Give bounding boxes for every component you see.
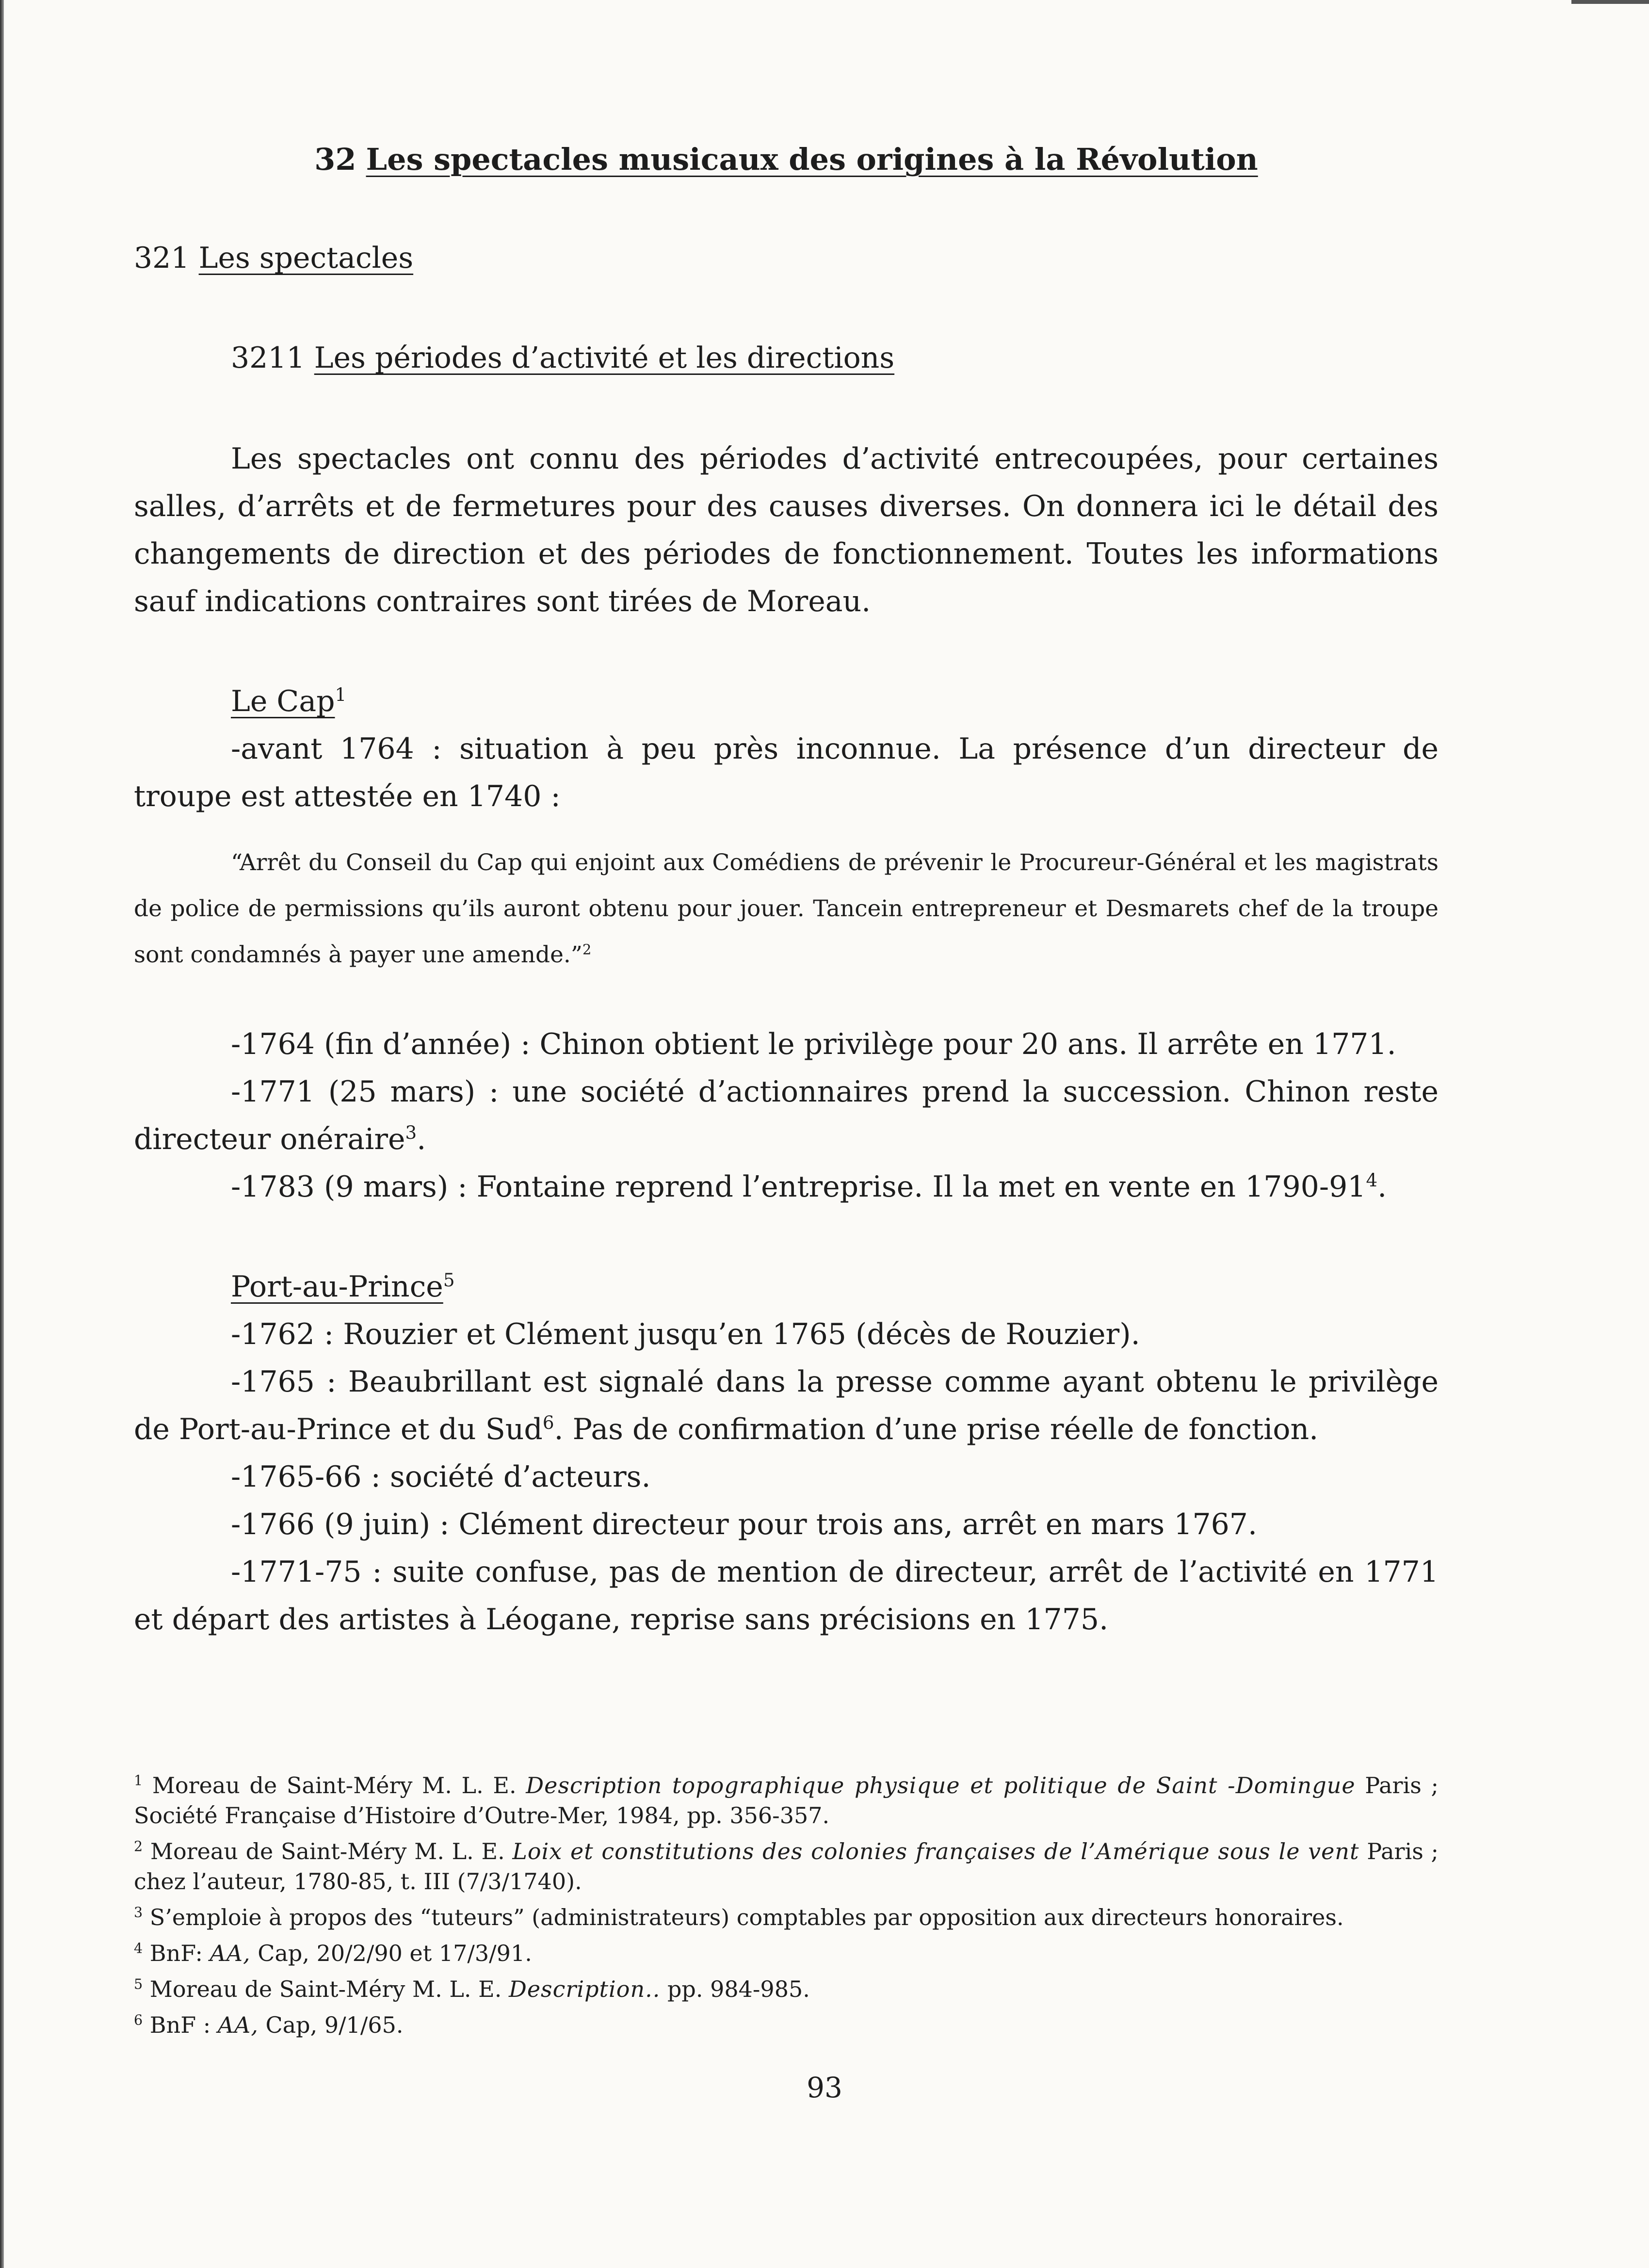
le-cap-heading-text: Le Cap <box>231 684 335 718</box>
footnote-ref-5: 5 <box>443 1269 455 1291</box>
footnote-6-number: 6 <box>134 2012 143 2028</box>
pap-entry-1765-text: -1765 : Beaubrillant est signalé dans la presse comme ayant obtenu le privilège de Port-au-Prince et du Sud <box>134 1365 1439 1446</box>
footnote-1-work: Description topographique physique et politique de Saint -Domingue <box>526 1772 1356 1798</box>
footnote-2-number: 2 <box>134 1838 143 1855</box>
pap-entry-1765-66: -1765-66 : société d’acteurs. <box>231 1460 651 1494</box>
intro-paragraph: Les spectacles ont connu des périodes d’activité entrecoupées, pour certaines salles, d’arrêts et de fermetures pour des causes diverses. On donnera ici le détail des changements de direction et des périodes de fonctionnement. Toutes les informations sauf indications contraires sont tirées de Moreau. <box>134 442 1439 618</box>
footnote-6 <box>134 2010 1439 2040</box>
footnote-4-work: AA, <box>210 1940 251 1966</box>
cap-entry-1783: -1783 (9 mars) : Fontaine reprend l’entreprise. Il la met en vente en $1790-91^4$. <box>231 1169 1387 1204</box>
footnote-ref-4: 4 <box>1366 1169 1378 1191</box>
footnote-ref-6: 6 <box>542 1412 554 1433</box>
footnote-5 <box>134 1974 1439 2004</box>
pap-entry-1765-tail: . Pas de confirmation d’une prise réelle de fonction. <box>554 1412 1319 1446</box>
chapter-title-text: Les spectacles musicaux des origines à la Révolution <box>366 142 1258 177</box>
port-au-prince-heading <box>231 1263 1439 1311</box>
footnote-ref-3: 3 <box>405 1122 417 1143</box>
page-body <box>134 136 1439 1643</box>
pap-entry-1771-75: -1771-75 : suite confuse, pas de mention de directeur, arrêt de l’activité en 1771 et départ des artistes à Léogane, reprise sans précisions en 1775. <box>134 1555 1439 1636</box>
subsection-title: Les périodes d’activité et les directions <box>314 341 895 375</box>
footnote-1-number: 1 <box>134 1772 143 1789</box>
section-heading <box>134 234 1439 282</box>
footnote-ref-2: 2 <box>582 941 592 958</box>
subsection-number: 3211 <box>231 341 305 375</box>
block-quote-text: “Arrêt du Conseil du Cap qui enjoint aux Comédiens de prévenir le Procureur-Général et les magistrats de police de permissions qu’ils auront obtenu pour jouer. Tancein entrepreneur et Desmarets chef de la troupe sont condamnés à payer une amende.” <box>134 849 1439 968</box>
chapter-title <box>134 136 1439 183</box>
footnote-2-author: Moreau de Saint-Méry M. L. E. <box>150 1838 513 1864</box>
footnote-6-details: Cap, 9/1/65. <box>258 2012 404 2038</box>
footnote-6-source: BnF : <box>149 2012 218 2038</box>
cap-entry-1764: -1764 (fin d’année) : Chinon obtient le privilège pour 20 ans. Il arrête en 1771. <box>231 1027 1396 1061</box>
footnote-3-text: S’emploie à propos des “tuteurs” (administrateurs) comptables par opposition aux directeurs honoraires. <box>149 1904 1344 1930</box>
scan-top-edge <box>1571 0 1649 4</box>
footnote-3 <box>134 1902 1439 1932</box>
footnote-2-details: Paris ; chez l’auteur, 1780-85, t. III (7/3/1740). <box>134 1838 1439 1895</box>
footnote-5-work: Description.. <box>508 1976 661 2002</box>
cap-entry-1783-text: -1783 (9 mars) : Fontaine reprend l’entreprise. Il la met en vente en 1790-91 <box>231 1170 1366 1204</box>
scan-left-edge <box>0 0 4 2268</box>
chapter-number: 32 <box>314 142 356 177</box>
cap-entry-1771-text: -1771 (25 mars) : une société d’actionnaires prend la succession. Chinon reste directeur onéraire <box>134 1075 1439 1156</box>
footnote-ref-1: 1 <box>335 684 347 705</box>
pap-entry-1766: -1766 (9 juin) : Clément directeur pour trois ans, arrêt en mars 1767. <box>231 1507 1258 1541</box>
le-cap-heading <box>231 678 1439 725</box>
footnote-1-details: Paris ; Société Française d’Histoire d’Outre-Mer, 1984, pp. 356-357. <box>134 1772 1439 1829</box>
footnote-2-work: Loix et constitutions des colonies françaises de l’Amérique sous le vent <box>512 1838 1359 1864</box>
block-quote <box>134 840 1439 978</box>
footnote-5-author: Moreau de Saint-Méry M. L. E. <box>149 1976 509 2002</box>
footnote-6-work: AA, <box>217 2012 259 2038</box>
footnote-4-details: Cap, 20/2/90 et 17/3/91. <box>250 1940 532 1966</box>
pap-entry-1765 <box>134 1358 1439 1453</box>
section-title: Les spectacles <box>198 241 414 275</box>
pap-entry-1762: -1762 : Rouzier et Clément jusqu’en 1765 (décès de Rouzier). <box>231 1317 1140 1351</box>
footnote-4-number: 4 <box>134 1940 143 1957</box>
footnotes <box>134 1770 1439 2046</box>
footnote-1-author: Moreau de Saint-Méry M. L. E. <box>152 1772 526 1798</box>
footnote-2 <box>134 1836 1439 1896</box>
subsection-heading <box>231 334 1439 382</box>
footnote-4-source: BnF: <box>149 1940 210 1966</box>
port-au-prince-heading-text: Port-au-Prince <box>231 1270 443 1304</box>
footnote-5-number: 5 <box>134 1976 143 1993</box>
page-number: 93 <box>807 2071 842 2104</box>
footnote-4 <box>134 1938 1439 1968</box>
footnote-1 <box>134 1770 1439 1831</box>
footnote-3-number: 3 <box>134 1904 143 1921</box>
cap-entry-1771: -1771 (25 mars) : une société d’actionnaires prend la succession. Chinon reste directeur onéraire$^3$. <box>134 1075 1439 1156</box>
cap-entry-before-1764: -avant 1764 : situation à peu près inconnue. La présence d’un directeur de troupe est attestée en 1740 : <box>134 732 1439 813</box>
footnote-5-details: pp. 984-985. <box>660 1976 810 2002</box>
section-number: 321 <box>134 241 190 275</box>
